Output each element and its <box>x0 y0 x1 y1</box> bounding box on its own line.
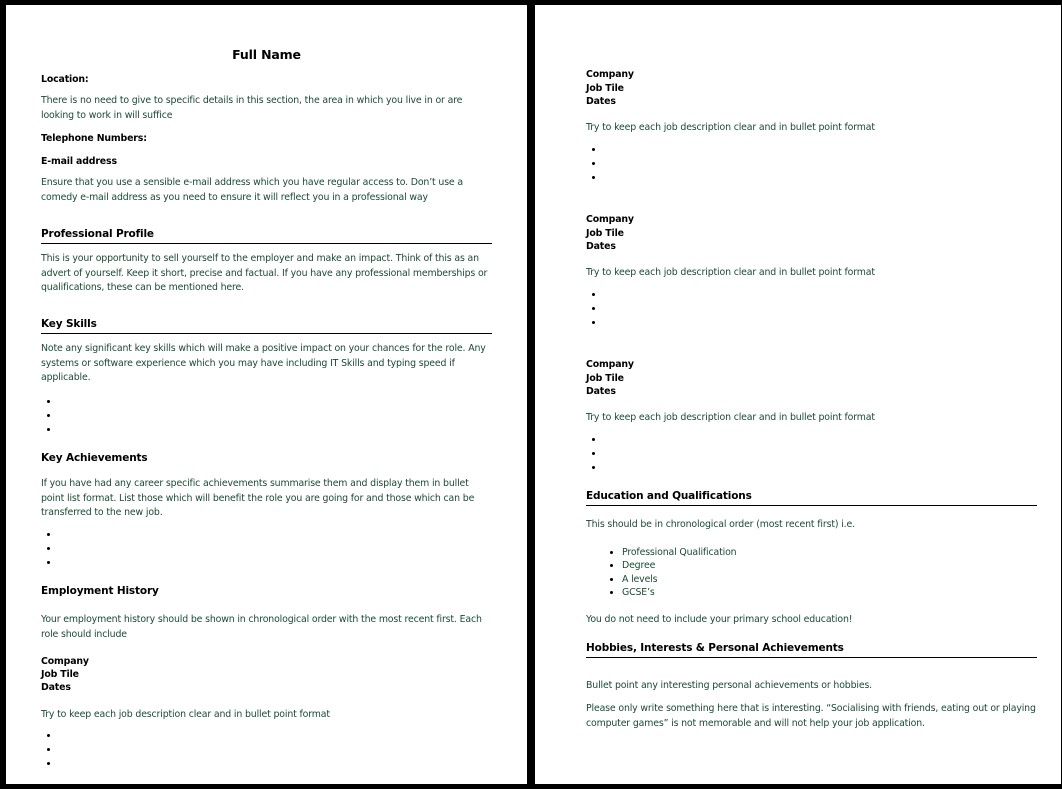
job-description-text: Try to keep each job description clear and in bullet point format <box>586 412 875 423</box>
key-achievements-list <box>41 528 492 570</box>
list-item <box>59 395 492 409</box>
professional-profile-heading: Professional Profile <box>41 228 492 244</box>
resume-page-right <box>535 5 1061 784</box>
email-label: E-mail address <box>41 156 117 167</box>
location-label: Location: <box>41 74 89 85</box>
job-description-list <box>586 288 1037 330</box>
list-item: • Professional Qualification <box>622 546 1037 559</box>
job-description-text: Try to keep each job description clear and in bullet point format <box>586 122 875 133</box>
professional-profile-text: This is your opportunity to sell yourself to the employer and make an impact. Think of this as an advert of yourself. Keep it short, precise and factual. If you have any professional memberships or qualifications, these can be mentioned here. <box>41 253 488 293</box>
education-note: You do not need to include your primary school education! <box>586 614 853 625</box>
company-label: Company <box>586 69 634 80</box>
hobbies-text: Bullet point any interesting personal achievements or hobbies. <box>586 680 873 691</box>
company-label: Company <box>586 359 634 370</box>
email-text: Ensure that you use a sensible e-mail address which you have regular access to. Don’t use a comedy e-mail address as you need to ensure it will reflect you in a professional way <box>41 177 463 203</box>
list-item <box>59 542 492 556</box>
list-item <box>604 433 1037 447</box>
list-item <box>604 302 1037 316</box>
hobbies-note: Please only write something here that is interesting. “Socialising with friends, eating out or playing computer games” is not memorable and will not help your job application. <box>586 703 1036 729</box>
list-item <box>59 729 492 743</box>
education-heading: Education and Qualifications <box>586 490 1037 506</box>
list-item <box>604 461 1037 475</box>
job-description-text: Try to keep each job description clear and in bullet point format <box>586 267 875 278</box>
list-item <box>59 409 492 423</box>
job-title-label: Job Tile <box>586 83 624 94</box>
dates-label: Dates <box>41 682 71 693</box>
resume-page-left <box>6 5 527 784</box>
dates-label: Dates <box>586 241 616 252</box>
list-item <box>59 528 492 542</box>
employment-history-heading: Employment History <box>41 585 159 597</box>
dates-label: Dates <box>586 386 616 397</box>
key-skills-list <box>41 395 492 437</box>
hobbies-heading: Hobbies, Interests & Personal Achievements <box>586 642 1037 658</box>
list-item <box>59 423 492 437</box>
list-item <box>604 447 1037 461</box>
key-skills-text: Note any significant key skills which will make a positive impact on your chances for the role. Any systems or software experience which you may have including IT Skills and typing speed if applicable. <box>41 343 486 383</box>
list-item <box>59 757 492 771</box>
list-item: • GCSE’s <box>622 586 1037 599</box>
full-name-title: Full Name <box>232 47 301 62</box>
job-title-label: Job Tile <box>586 228 624 239</box>
job-title-label: Job Tile <box>41 669 79 680</box>
list-item <box>604 157 1037 171</box>
list-item <box>604 143 1037 157</box>
list-item <box>604 288 1037 302</box>
education-list <box>586 546 1037 599</box>
telephone-label: Telephone Numbers: <box>41 133 147 144</box>
list-item: • Degree <box>622 559 1037 572</box>
list-item <box>59 743 492 757</box>
key-achievements-heading: Key Achievements <box>41 452 148 464</box>
company-label: Company <box>41 656 89 667</box>
job-description-text: Try to keep each job description clear and in bullet point format <box>41 709 330 720</box>
dates-label: Dates <box>586 96 616 107</box>
key-skills-heading: Key Skills <box>41 318 492 334</box>
list-item <box>604 316 1037 330</box>
list-item <box>604 171 1037 185</box>
company-label: Company <box>586 214 634 225</box>
job-description-list <box>41 729 492 771</box>
list-item: • A levels <box>622 573 1037 586</box>
location-text: There is no need to give to specific details in this section, the area in which you live in or are looking to work in will suffice <box>41 95 463 121</box>
employment-history-text: Your employment history should be shown in chronological order with the most recent first. Each role should include <box>41 614 482 640</box>
job-title-label: Job Tile <box>586 373 624 384</box>
key-achievements-text: If you have had any career specific achievements summarise them and display them in bullet point list format. List those which will benefit the role you are going for and those which can be transferred to the new job. <box>41 478 475 518</box>
education-text: This should be in chronological order (most recent first) i.e. <box>586 519 855 530</box>
list-item <box>59 556 492 570</box>
job-description-list <box>586 143 1037 185</box>
job-description-list <box>586 433 1037 475</box>
